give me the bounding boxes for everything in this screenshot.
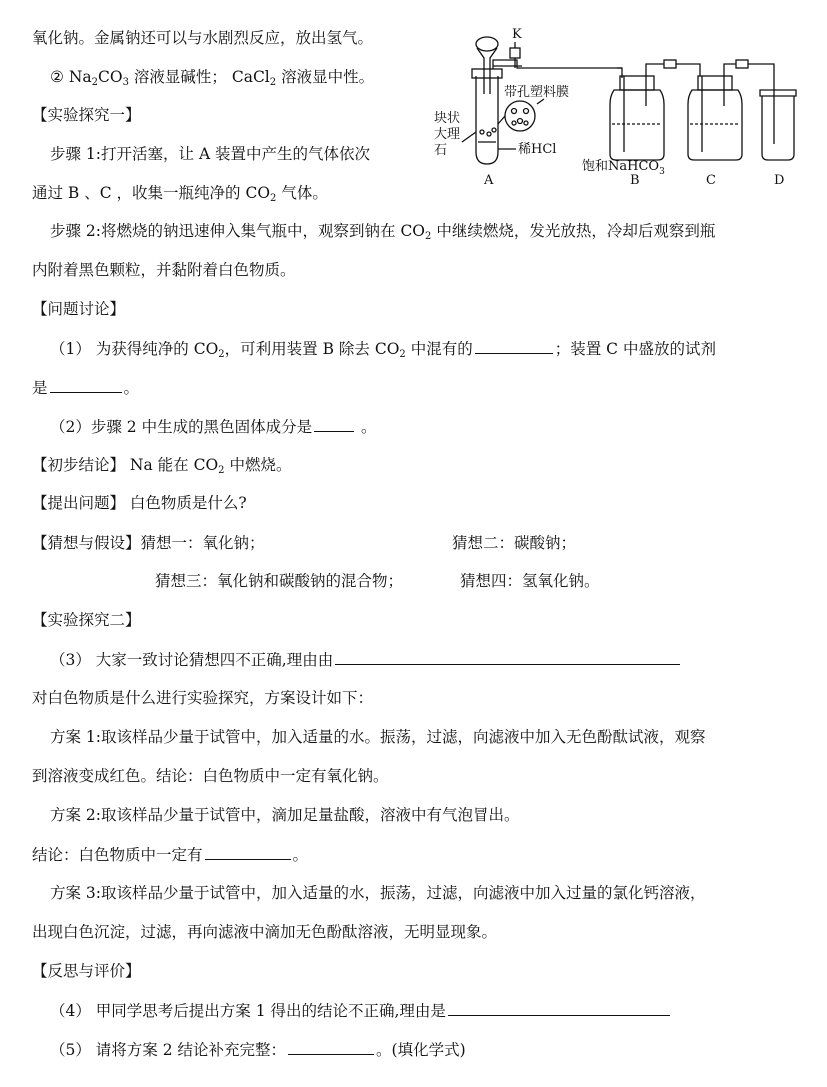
- valve-k: [510, 48, 520, 58]
- plan-2-b: 结论：白色物质中一定有 。: [32, 843, 308, 866]
- bottle-b: [610, 90, 664, 160]
- raise-question: 【提出问题】 白色物质是什么?: [32, 494, 247, 512]
- exp2-heading: 【实验探究二】: [32, 611, 141, 629]
- label-d: D: [774, 173, 785, 188]
- reflection-heading: 【反思与评价】: [32, 962, 141, 980]
- label-c: C: [706, 173, 716, 188]
- hypothesis-2: 猜想二：碳酸钠；: [452, 534, 577, 552]
- background-line-1: 氧化钠。金属钠还可以与水剧烈反应，放出氢气。: [32, 29, 374, 47]
- membrane-disc: [505, 101, 535, 131]
- preliminary-conclusion: 【初步结论】 Na 能在 $CO_2$ 中燃烧。: [32, 456, 292, 476]
- funnel-bulb: [476, 37, 498, 51]
- plan-2-a: 方案 2:取该样品少量于试管中，滴加足量盐酸，溶液中有气泡冒出。: [50, 806, 520, 824]
- label-k: K: [512, 27, 522, 42]
- label-marble-3: 石: [434, 143, 448, 158]
- bottle-c: [688, 90, 742, 160]
- tube-a: [476, 76, 498, 164]
- answer-blank-4[interactable]: [448, 999, 670, 1016]
- plan-1-a: 方案 1:取该样品少量于试管中，加入适量的水。振荡，过滤，向滤液中加入无色酚酞试液，观察: [50, 728, 706, 746]
- label-hcl: 稀HCl: [518, 142, 557, 157]
- exp1-step2-a: 步骤 2:将燃烧的钠迅速伸入集气瓶中，观察到钠在 $CO_2$ 中继续燃烧，发光放热，冷却后观察到瓶: [50, 222, 716, 242]
- label-a: A: [484, 173, 494, 188]
- label-marble-2: 大理: [434, 127, 461, 142]
- hypothesis-heading: 【猜想与假设】猜想一：氧化钠；: [32, 534, 265, 552]
- question-3: （3） 大家一致讨论猜想四不正确,理由由: [50, 648, 682, 671]
- label-marble-1: 块状: [434, 111, 461, 126]
- question-4: （4） 甲同学思考后提出方案 1 得出的结论不正确,理由是: [50, 999, 672, 1022]
- answer-blank-2[interactable]: [314, 415, 354, 432]
- label-b: B: [630, 173, 640, 188]
- apparatus-diagram: [432, 24, 802, 194]
- exp2-intro: 对白色物质是什么进行实验探究，方案设计如下：: [32, 689, 374, 707]
- exp1-step1-b: 通过 B 、C ，收集一瓶纯净的 $CO_2$ 气体。: [32, 184, 328, 204]
- answer-blank-1b[interactable]: [50, 376, 122, 393]
- plan-3-a: 方案 3:取该样品少量于试管中，加入适量的水，振荡，过滤，向滤液中加入过量的氯化钙溶液，: [50, 884, 706, 902]
- hypothesis-3: 猜想三：氧化钠和碳酸钠的混合物；: [155, 572, 404, 590]
- discussion-heading: 【问题讨论】: [32, 300, 126, 318]
- na2co3-formula: $Na_2CO_3$: [68, 68, 129, 88]
- answer-blank-3[interactable]: [335, 648, 680, 665]
- question-5: （5） 请将方案 2 结论补充完整： 。(填化学式): [50, 1038, 466, 1061]
- answer-blank-1a[interactable]: [475, 337, 553, 354]
- plan-1-b: 到溶液变成红色。结论：白色物质中一定有氧化钠。: [32, 767, 389, 785]
- label-membrane: 带孔塑料膜: [504, 85, 570, 100]
- exp1-heading: 【实验探究一】: [32, 106, 141, 124]
- question-2: （2）步骤 2 中生成的黑色固体成分是 。: [50, 415, 377, 438]
- question-1-line-a: （1） 为获得纯净的 $CO_2$，可利用装置 B 除去 $CO_2$ 中混有的 ；装置 C 中盛放的试剂: [50, 337, 716, 360]
- plan-3-b: 出现白色沉淀，过滤，再向滤液中滴加无色酚酞溶液，无明显现象。: [32, 923, 498, 941]
- funnel-stem: [477, 48, 484, 94]
- circle-number: ②: [50, 68, 64, 86]
- exp1-step2-b: 内附着黑色颗粒，并黏附着白色物质。: [32, 261, 296, 279]
- background-line-2: ② $Na_2CO_3$ 溶液显碱性； CaCl$_2$ 溶液显中性。: [50, 68, 375, 88]
- answer-blank-plan2[interactable]: [205, 843, 291, 860]
- bottle-d: [762, 96, 794, 160]
- answer-blank-5[interactable]: [288, 1038, 374, 1055]
- label-nahco3: 饱和NaHCO$_3$: [582, 159, 665, 177]
- exp1-step1-a: 步骤 1:打开活塞，让 A 装置中产生的气体依次: [50, 145, 371, 163]
- question-1-line-b: 是 。: [32, 376, 139, 399]
- hypothesis-4: 猜想四：氢氧化钠。: [460, 572, 600, 590]
